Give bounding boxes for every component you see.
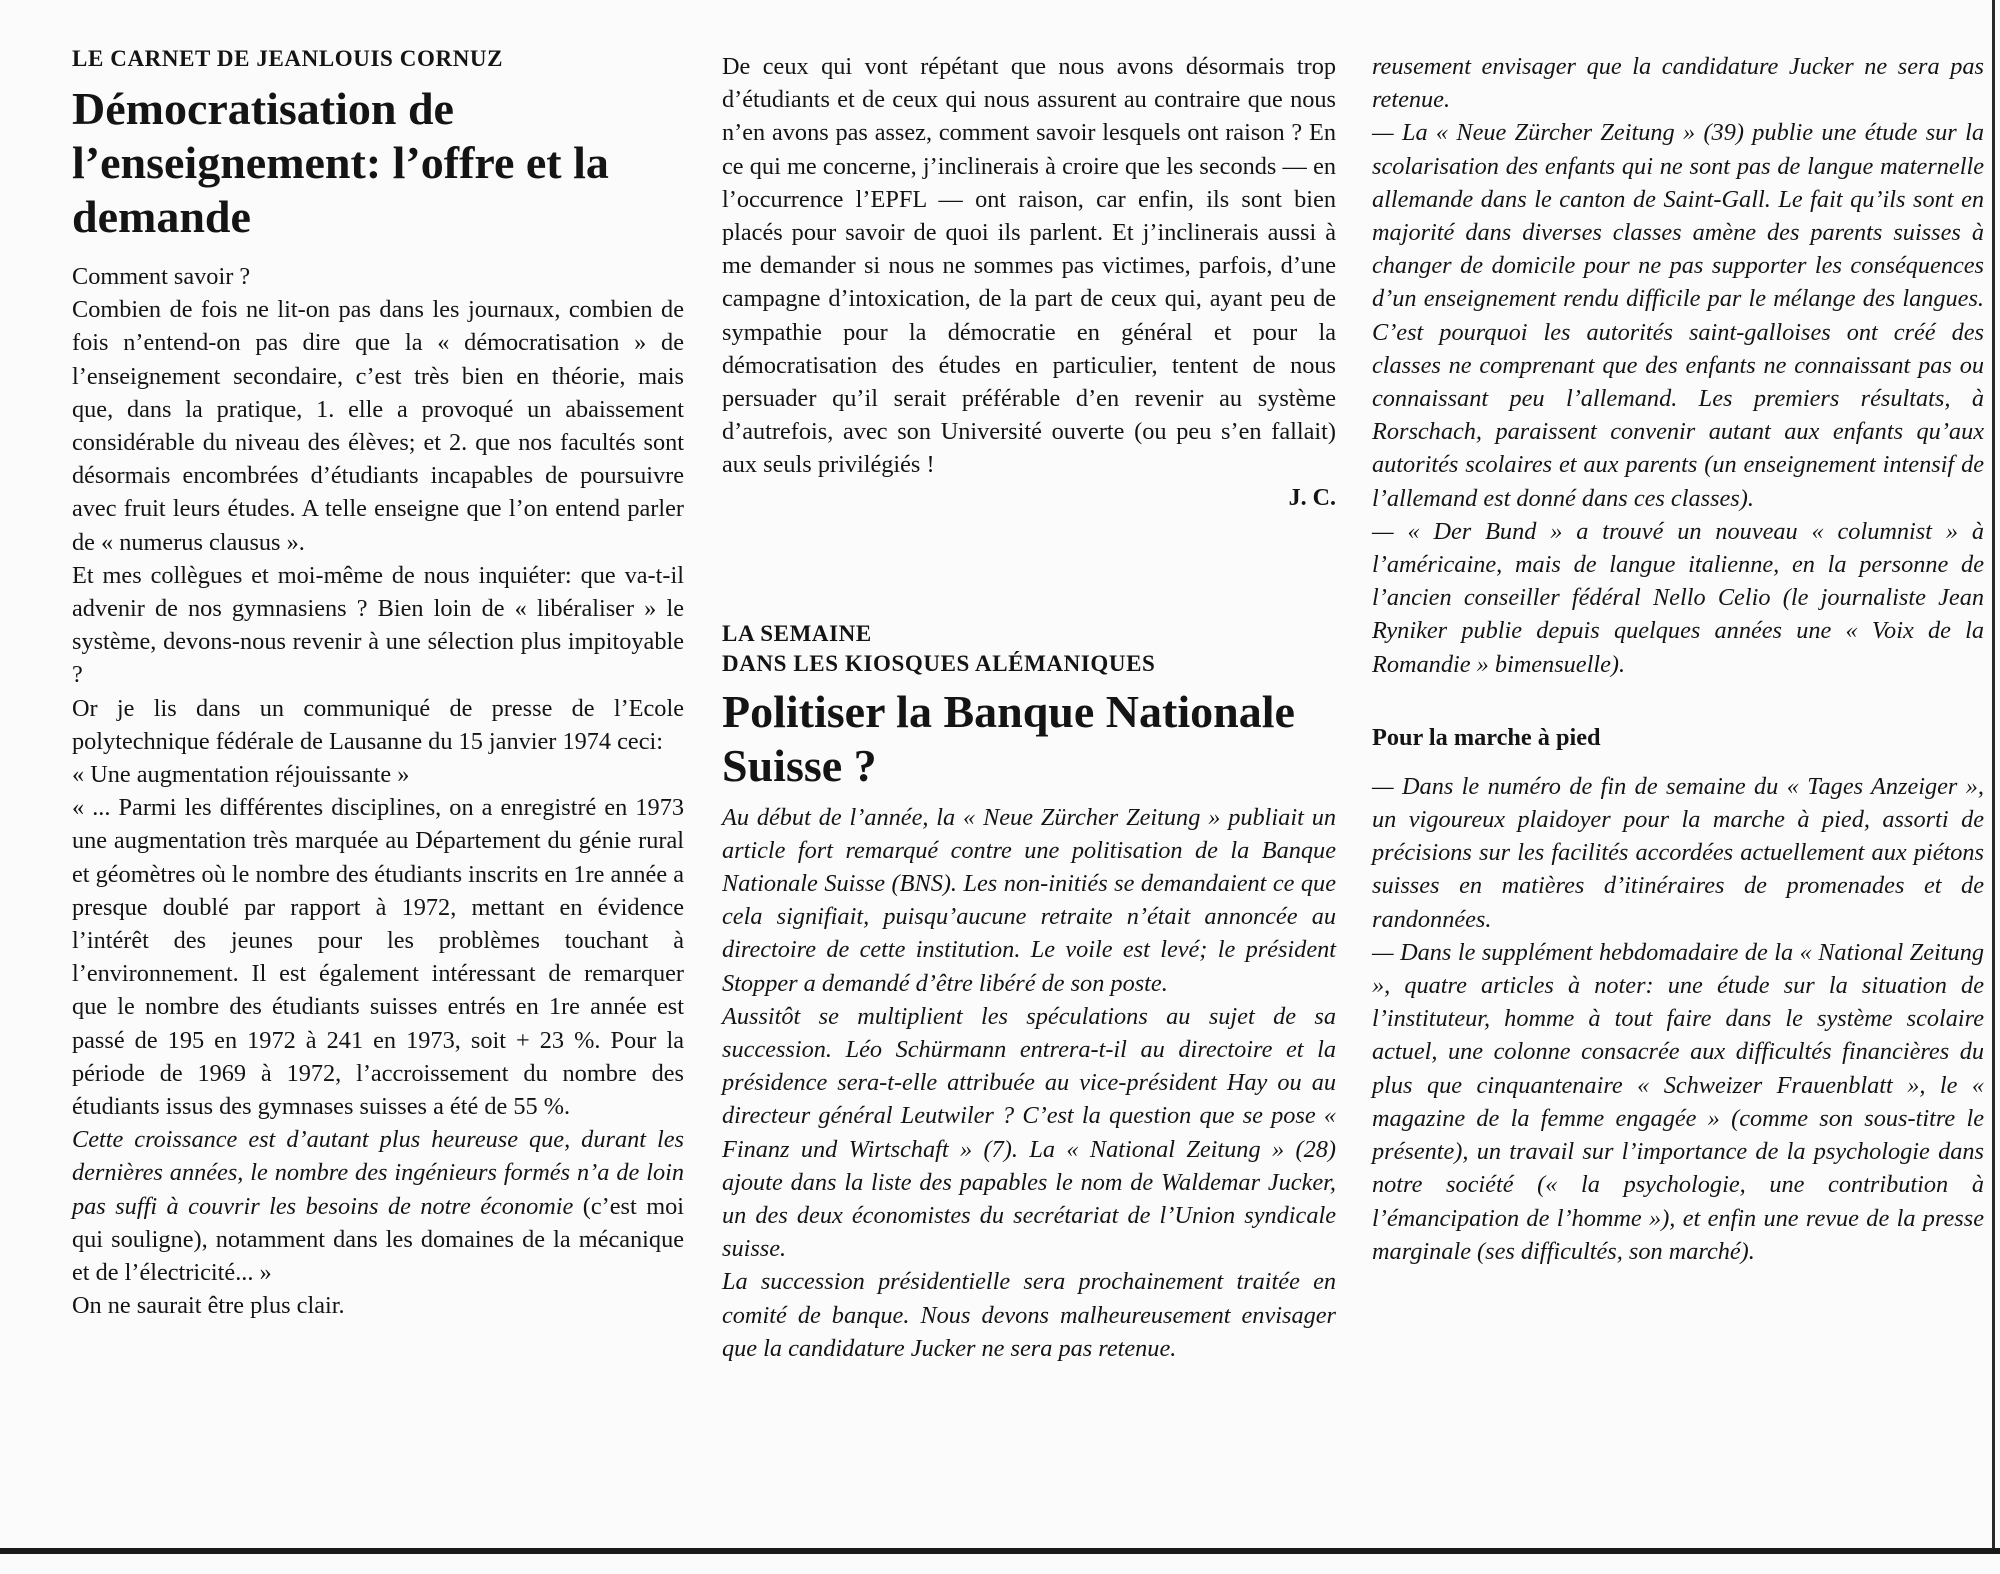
article1-paragraph: « Une augmentation réjouissante » bbox=[72, 761, 410, 789]
article2-paragraph: — La « Neue Zürcher Zeitung » (39) publie une étude sur la scolarisation des enfants qui ne sont pas de langue maternelle allemande dans le canton de Saint-Gall. Le fait qu’ils sont en majorité dans diverses classes amène des parents suisses à changer de domicile pour ne pas supporter les conséquences d’un enseignement rendu difficile par le mélange des langues. C’est pourquoi les autorités saint-galloises ont créé des classes ne comprenant que des enfants ne connaissant pas ou connaissant peu l’allemand. Les premiers résultats, à Rorschach, paraissent convenir autant aux enfants qu’aux autorités scolaires et aux parents (un enseignement intensif de l’allemand est donné dans ces classes). bbox=[1372, 119, 1984, 512]
article1-emphasis-italic: Cette croissance est d’autant plus heureuse que, durant les dernières années, le nombre des ingénieurs formés n’a de loin pas suffi à couvrir les besoins de notre économie bbox=[72, 1126, 684, 1220]
article2-paragraph: Au début de l’année, la « Neue Zürcher Zeitung » publiait un article fort remarqué contre une politisation de la Banque Nationale Suisse (BNS). Les non-initiés se demandaient ce que cela signifiait, puisqu’aucune retraite n’était annoncée au directoire de cette institution. Le voile est levé; le président Stopper a demandé d’être libéré de son poste. bbox=[722, 803, 1336, 997]
article1-emphasis-rest: (c’est moi qui souligne), notamment dans les domaines de la mécanique et de l’électricité... » bbox=[72, 1192, 684, 1287]
article1-signature: J. C. bbox=[1288, 484, 1336, 511]
article2-kicker-line2: DANS LES KIOSQUES ALÉMANIQUES bbox=[722, 650, 1156, 676]
column-3 bbox=[1372, 50, 1984, 1268]
article1-paragraph: Comment savoir ? bbox=[72, 263, 251, 290]
article1-closing: On ne saurait être plus clair. bbox=[72, 1292, 345, 1320]
article2-sub-paragraph: — Dans le numéro de fin de semaine du « Tages Anzeiger », un vigoureux plaidoyer pour la marche à pied, assorti de précisions sur les facilités accordées actuellement aux piétons suisses en matières d’itinéraires de promenades et de randonnées. bbox=[1372, 772, 1984, 933]
article1-emphasis-paragraph bbox=[72, 1123, 684, 1289]
right-edge-rule bbox=[1992, 0, 1995, 1548]
article1-continuation: De ceux qui vont répétant que nous avons désormais trop d’étudiants et de ceux qui nous assurent au contraire que nous n’en avons pas assez, comment savoir lesquels ont raison ? En ce qui me concerne, j’inclinerais à croire que les seconds — en l’occurrence l’EPFL — ont raison, car enfin, ils sont bien placés pour savoir de quoi ils parlent. Et j’inclinerais aussi à me demander si nous ne sommes pas victimes, parfois, d’une campagne d’intoxication, de la part de ceux qui, ayant peu de sympathie pour la démocratie en général et pour la démocratisation des études en particulier, tentent de nous persuader qu’il serait préférable d’en revenir au système d’autrefois, avec son Université ouverte (ou peu s’en fallait) aux seuls privilégiés ! bbox=[722, 53, 1336, 479]
article2-paragraph-split: La succession présidentielle sera prochainement traitée en comité de banque. Nous devons malheureusement envisager que la candidature Jucker ne sera pas retenue. bbox=[722, 1268, 1336, 1362]
article2-kicker-line1: LA SEMAINE bbox=[722, 620, 872, 646]
bottom-rule bbox=[0, 1548, 2000, 1554]
article1-paragraph: Or je lis dans un communiqué de presse de l’Ecole polytechnique fédérale de Lausanne du 15 janvier 1974 ceci: bbox=[72, 694, 684, 755]
article1-paragraph: « ... Parmi les différentes disciplines, on a enregistré en 1973 une augmentation très marquée au Département du génie rural et géomètres où le nombre des étudiants inscrits en 1re année a presque doublé par rapport à 1972, mettant en évidence l’intérêt des jeunes pour les problèmes touchant à l’environnement. Il est également intéressant de remarquer que le nombre des étudiants suisses entrés en 1re année est passé de 195 en 1972 à 241 en 1973, soit + 23 %. Pour la période de 1969 à 1972, l’accroissement du nombre des étudiants issus des gymnases suisses a été de 55 %. bbox=[72, 794, 684, 1121]
column-1 bbox=[72, 44, 684, 1323]
article1-kicker: LE CARNET DE JEANLOUIS CORNUZ bbox=[72, 46, 504, 71]
article2-paragraph: reusement envisager que la candidature Jucker ne sera pas retenue. bbox=[1372, 53, 1984, 114]
article1-paragraph: Et mes collègues et moi-même de nous inquiéter: que va-t-il advenir de nos gymnasiens ? Bien loin de « libéraliser » le système, devons-nous revenir à une sélection plus impitoyable ? bbox=[72, 561, 684, 689]
article2-paragraph: — « Der Bund » a trouvé un nouveau « columnist » à l’américaine, mais de langue italienne, en la personne de l’ancien conseiller fédéral Nello Celio (le journaliste Jean Ryniker publie depuis quelques années une « Voix de la Romandie » bimensuelle). bbox=[1372, 517, 1984, 678]
article1-paragraph: Combien de fois ne lit-on pas dans les journaux, combien de fois n’entend-on pas dire que la « démocratisation » de l’enseignement secondaire, c’est très bien en théorie, mais que, dans la pratique, 1. elle a provoqué un abaissement considérable du niveau des élèves; et 2. que nos facultés sont désormais encombrées d’étudiants incapables de poursuivre avec fruit leurs études. A telle enseigne que l’on entend parler de « numerus clausus ». bbox=[72, 296, 684, 556]
column-2 bbox=[722, 50, 1336, 1362]
article2-sub-paragraph: — Dans le supplément hebdomadaire de la « National Zeitung », quatre articles à noter: une étude sur la situation de l’instituteur, homme à tout faire dans le système scolaire actuel, une colonne consacrée aux difficultés financières du plus que cinquantenaire « Schweizer Frauenblatt », le « magazine de la femme engagée » (comme son sous-titre le présente), un travail sur l’importance de la psychologie dans notre société (« la psychologie, une contribution à l’émancipation de l’homme »), et enfin une revue de la presse marginale (ses difficultés, son marché). bbox=[1372, 938, 1984, 1265]
article2-subhead: Pour la marche à pied bbox=[1372, 723, 1601, 751]
article1-title: Démocratisation de l’enseignement: l’offre et la demande bbox=[72, 83, 609, 242]
article2-title: Politiser la Banque Nationale Suisse ? bbox=[722, 685, 1295, 791]
article2-paragraph: Aussitôt se multiplient les spéculations au sujet de sa succession. Léo Schürmann entrera-t-il au directoire et la présidence sera-t-elle attribuée au vice-président Hay ou au directeur général Leutwiler ? C’est la question que se pose « Finanz und Wirtschaft » (7). La « National Zeitung » (28) ajoute dans la liste des papables le nom de Waldemar Jucker, un des deux économistes du secrétariat de l’Union syndicale suisse. bbox=[722, 1002, 1336, 1263]
